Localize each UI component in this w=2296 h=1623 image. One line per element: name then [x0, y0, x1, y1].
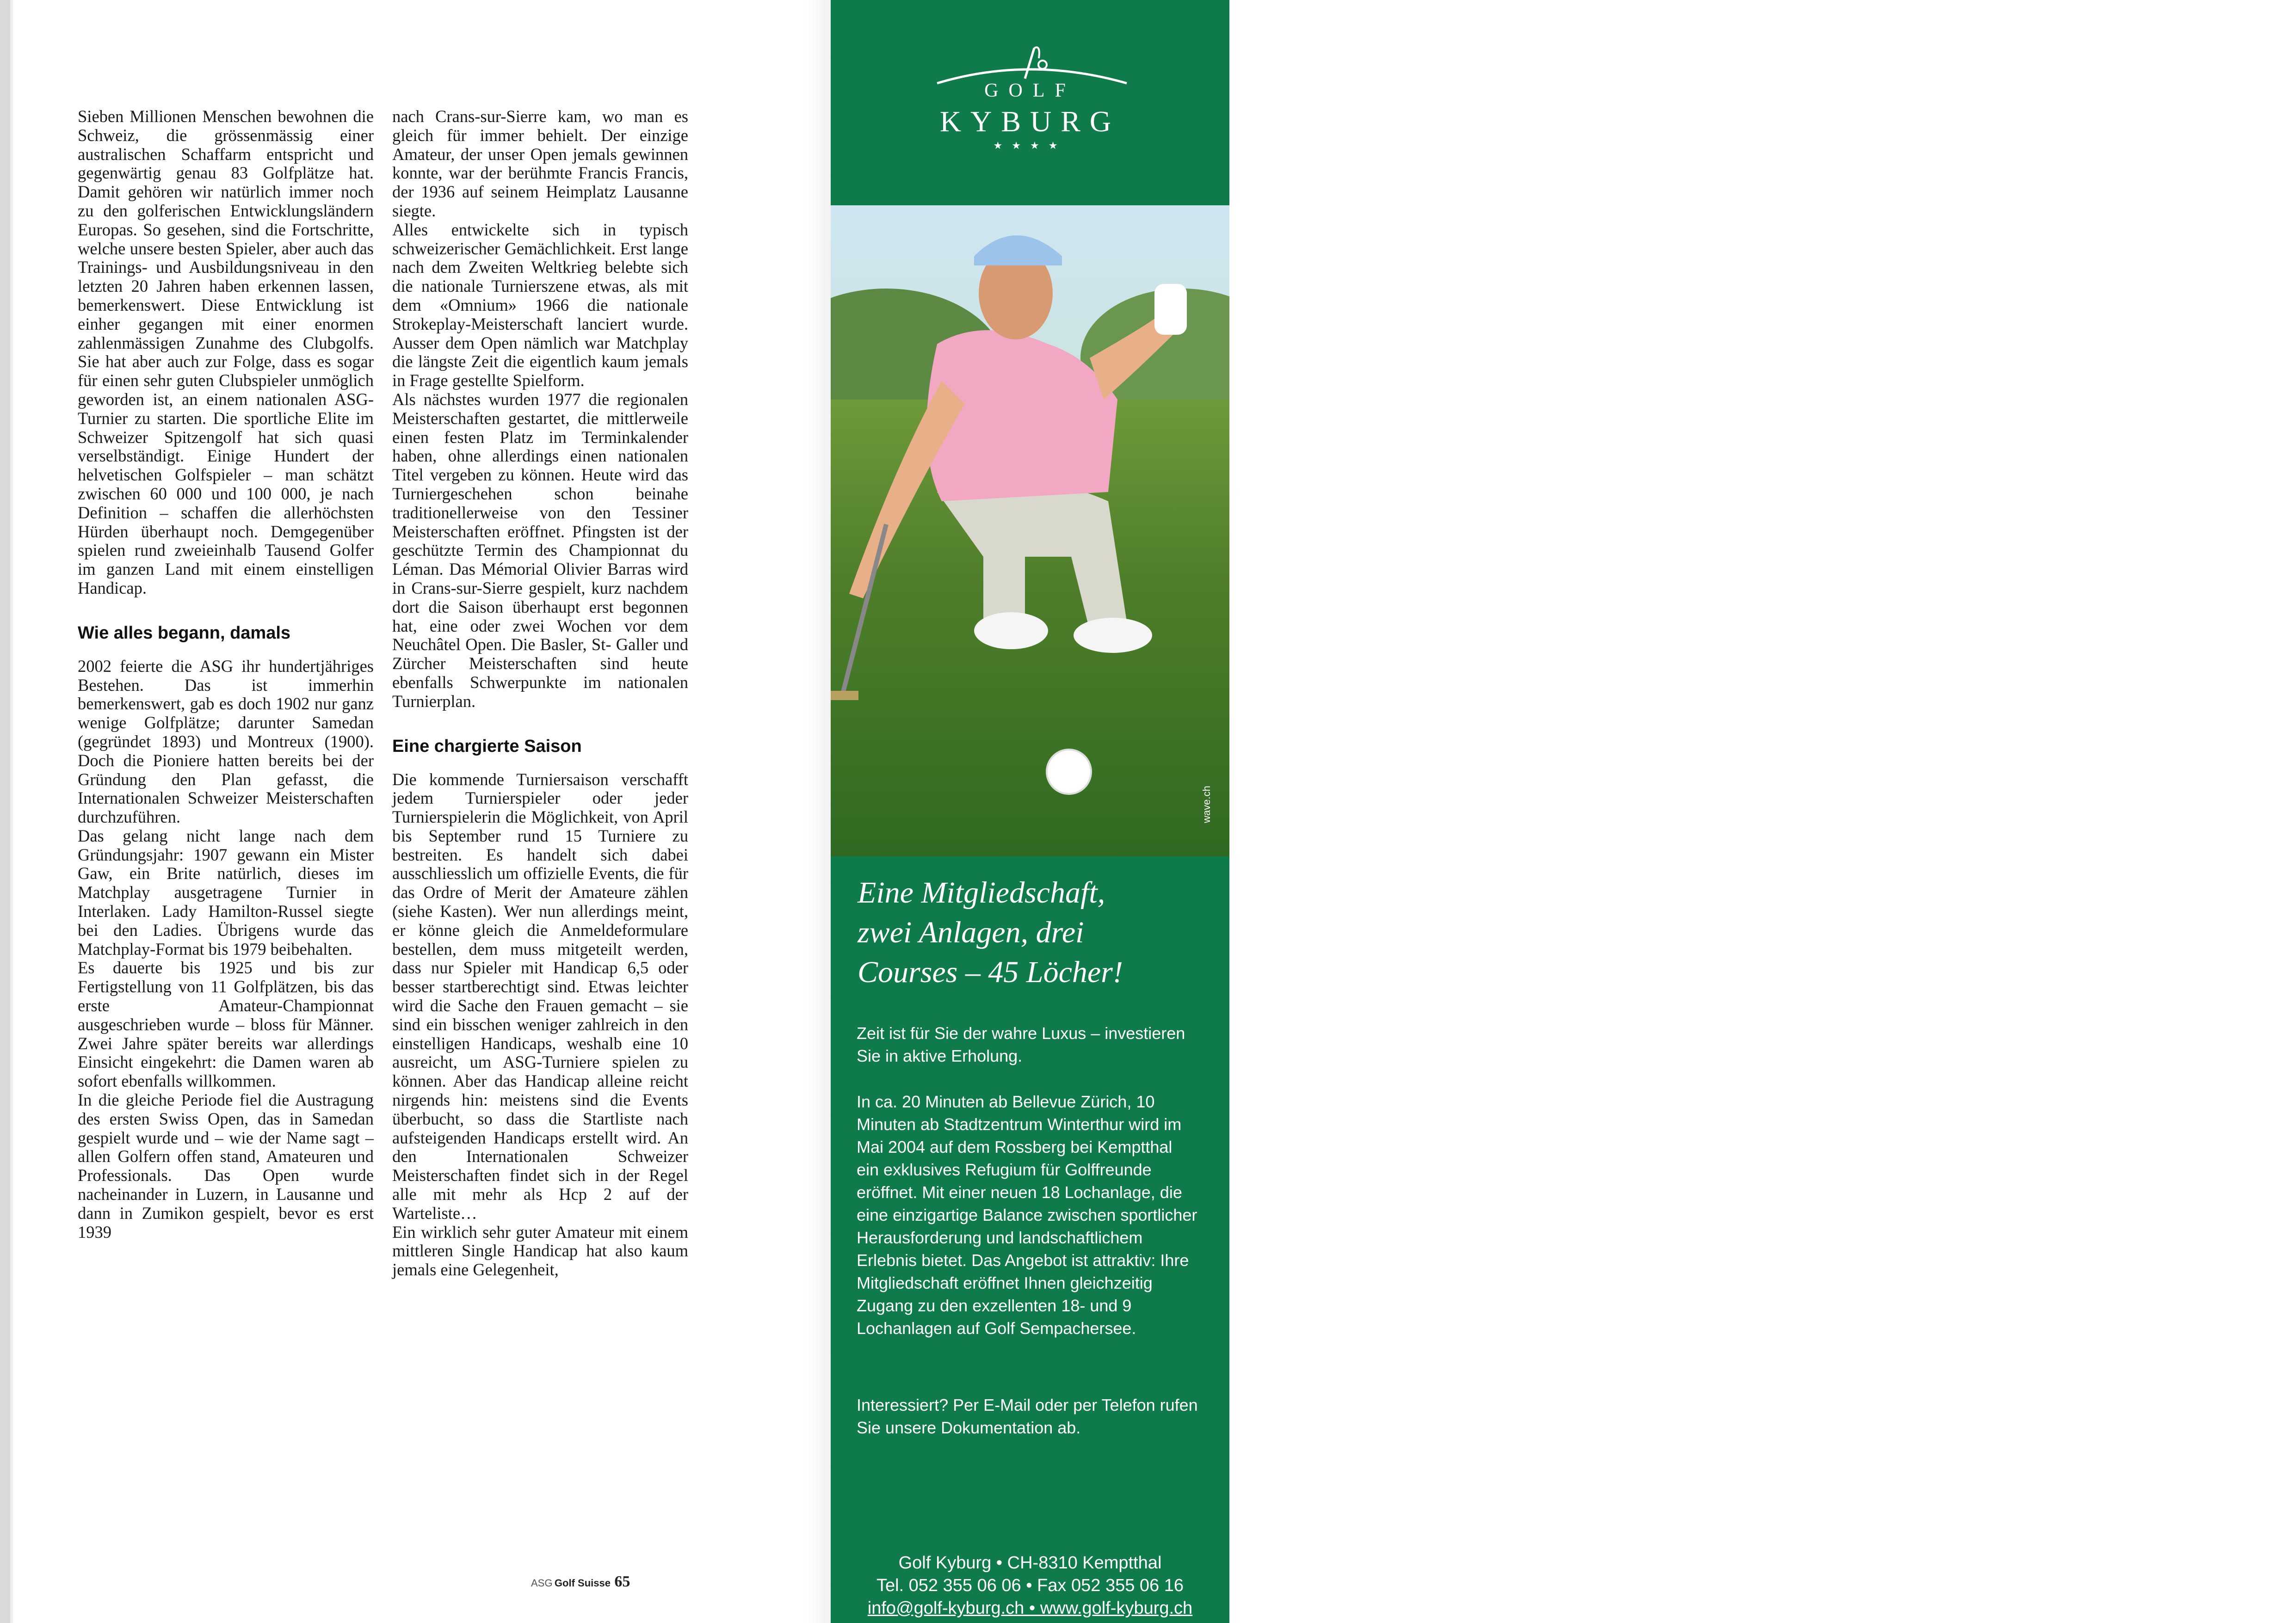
ad-description: In ca. 20 Minuten ab Bellevue Zürich, 10 Minuten ab Stadtzentrum Winterthur wird im Mai 2004 auf dem Rossberg bei Kemptthal ein exklusives Refugium für Golffreunde eröffnet. Mit einer neuen 18 Lochanlage, die eine einzigartige Balance zwischen sportlicher Herausforderung und landschaftlichem Erlebnis bietet. Das Angebot ist attraktiv: Ihre Mitgliedschaft eröffnet Ihnen gleichzeitig Zugang zu den exzellenten 18- und 9 Lochanlagen auf Golf Sempachersee.	[857, 1092, 1197, 1338]
folio-publisher: ASG	[531, 1577, 553, 1589]
paragraph: Ein wirklich sehr guter Amateur mit einem mittleren Single Handicap hat also kaum jemals eine Gelegenheit,	[392, 1222, 688, 1279]
paragraph: Es dauerte bis 1925 und bis zur Fertigstellung von 11 Golfplätzen, bis das erste Amateur-Championnat ausgeschrieben wurde – bloss für Männer. Zwei Jahre später bereits war allerdings Einsicht eingekehrt: die Damen waren ab sofort ebenfalls willkommen.	[78, 958, 374, 1091]
golfer-photo	[831, 205, 1229, 856]
golfer-illustration	[831, 205, 1229, 856]
ad-intro: Zeit ist für Sie der wahre Luxus – investieren Sie in aktive Erholung.	[857, 1024, 1185, 1065]
page-number: 65	[614, 1573, 630, 1590]
logo-golf-text: GOLF	[984, 80, 1076, 101]
contact-phone: Tel. 052 355 06 06 • Fax 052 355 06 16	[876, 1576, 1184, 1595]
subheading: Eine chargierte Saison	[392, 736, 582, 756]
contact-address: Golf Kyburg • CH-8310 Kemptthal	[898, 1553, 1162, 1573]
logo	[831, 0, 1229, 203]
logo-swoosh-icon	[831, 0, 1229, 203]
paragraph: nach Crans-sur-Sierre kam, wo man es gleich für immer behielt. Der einzige Amateur, der unser Open jemals gewinnen konnte, war der berühmte Francis Francis, der 1936 auf seinem Heimplatz Lausanne siegte.	[392, 107, 688, 220]
logo-stars: ★★★★	[993, 140, 1067, 151]
logo-kyburg-text: KYBURG	[939, 105, 1121, 138]
paragraph: Alles entwickelte sich in typisch schweizerischer Gemächlichkeit. Erst lange nach dem Zweiten Weltkrieg belebte sich die nationale Turnierszene etwas, als mit dem «Omnium» 1966 die nationale Strokeplay-Meisterschaft lanciert wurde. Ausser dem Open nämlich war Matchplay die längste Zeit die eigentlich kaum jemals in Frage gestellte Spielform.	[392, 220, 688, 390]
paragraph: Die kommende Turniersaison verschafft jedem Turnierspieler oder jeder Turnierspielerin die Möglichkeit, von April bis September rund 15 Turniere zu bestreiten. Es handelt sich dabei ausschliesslich um offizielle Events, die für das Ordre of Merit der Amateure zählen (siehe Kasten). Wer nun allerdings meint, er könne gleich die Anmeldeformulare bestellen, dem muss mitgeteilt werden, dass nur Spieler mit Handicap 6,5 oder besser startberechtigt sind. Etwas leichter wird die Sache den Frauen gemacht – sie sind ein bisschen weniger zahlreich in den einstelligen Handicaps, weshalb eine 10 ausreicht, um ASG-Turniere spielen zu können. Aber das Handicap alleine reicht nirgends hin: meistens sind die Events überbucht, so dass die Startliste nach aufsteigenden Handicaps erstellt wird. An den Internationalen Schweizer Meisterschaften findet sich in der Regel alle mit mehr als Hcp 2 auf der Warteliste…	[392, 769, 688, 1223]
ad-contact	[831, 1552, 1229, 1620]
contact-web[interactable]: info@golf-kyburg.ch • www.golf-kyburg.ch	[867, 1598, 1193, 1618]
paragraph: Sieben Millionen Menschen bewohnen die Schweiz, die grössenmässig einer australischen Schaffarm entspricht und gegenwärtig genau 83 Golfplätze hat. Damit gehören wir natürlich immer noch zu den golferischen Entwicklungsländern Europas. So gesehen, sind die Fortschritte, welche unsere besten Spieler, aber auch das Trainings- und Ausbildungsniveau in den letzten 20 Jahren haben erkennen lassen, bemerkenswert. Diese Entwicklung ist einher gegangen mit einer enormen zahlenmässigen Zunahme des Clubgolfs. Sie hat aber auch zur Folge, dass es sogar für einen sehr guten Clubspieler unmöglich geworden ist, an einem nationalen ASG-Turnier zu starten. Die sportliche Elite im Schweizer Spitzengolf hat sich quasi verselbständigt. Einige Hundert der helvetischen Golfspieler – man schätzt zwischen 60 000 und 100 000, je nach Definition – schaffen die allerhöchsten Hürden überhaupt noch. Demgegenüber spielen rund zweieinhalb Tausend Golfer im ganzen Land mit einem einstelligen Handicap.	[78, 107, 374, 597]
ad-call-to-action: Interessiert? Per E-Mail oder per Telefon rufen Sie unsere Dokumentation ab.	[857, 1396, 1198, 1437]
scan-edge-light	[10, 0, 13, 1623]
ad-headline-line: Eine Mitgliedschaft,	[858, 876, 1105, 910]
article-column-2	[392, 107, 688, 1279]
paragraph: In die gleiche Periode fiel die Austragung des ersten Swiss Open, das in Samedan gespielt wurde und – wie der Name sagt – allen Golfern offen stand, Amateuren und Professionals. Das Open wurde nacheinander in Luzern, in Lausanne und dann in Zumikon gespielt, bevor es erst 1939	[78, 1090, 374, 1242]
page-folio	[531, 1573, 630, 1591]
ad-headline	[858, 873, 1218, 992]
golf-kyburg-ad	[831, 0, 1229, 1623]
subheading: Wie alles begann, damals	[78, 623, 291, 643]
scan-edge	[0, 0, 10, 1623]
ad-headline-line: zwei Anlagen, drei	[858, 916, 1084, 949]
photo-credit: wave.ch	[1201, 786, 1212, 823]
ad-headline-line: Courses – 45 Löcher!	[858, 955, 1123, 989]
article-column-1	[78, 107, 374, 1242]
paragraph: 2002 feierte die ASG ihr hundertjähriges Bestehen. Das ist immerhin bemerkenswert, gab es doch 1902 nur ganz wenige Golfplätze; darunter Samedan (gegründet 1893) und Montreux (1900). Doch die Pioniere hatten bereits bei der Gründung den Plan gefasst, die Internationalen Schweizer Meisterschaften durchzuführen.	[78, 656, 374, 827]
paragraph: Das gelang nicht lange nach dem Gründungsjahr: 1907 gewann ein Mister Gaw, ein Brite natürlich, dieses im Matchplay ausgetragene Turnier in Interlaken. Lady Hamilton-Russel siegte bei den Ladies. Übrigens wurde das Matchplay-Format bis 1979 beibehalten.	[78, 826, 374, 959]
paragraph: Als nächstes wurden 1977 die regionalen Meisterschaften gestartet, die mittlerweile einen festen Platz im Terminkalender haben, ohne allerdings einen nationalen Titel vergeben zu können. Heute wird das Turniergeschehen schon beinahe traditionellerweise von den Tessiner Meisterschaften eröffnet. Pfingsten ist der geschützte Termin des Championnat du Léman. Das Mémorial Olivier Barras wird in Crans-sur-Sierre gespielt, kurz nachdem dort die Saison überhaupt erst begonnen hat, eine oder zwei Wochen vor dem Neuchâtel Open. Die Basler, St- Galler und Zürcher Meisterschaften sind heute ebenfalls Schwerpunkte im nationalen Turnierplan.	[392, 389, 688, 711]
folio-magazine: Golf Suisse	[554, 1577, 611, 1589]
gutter-shadow	[805, 0, 833, 1623]
